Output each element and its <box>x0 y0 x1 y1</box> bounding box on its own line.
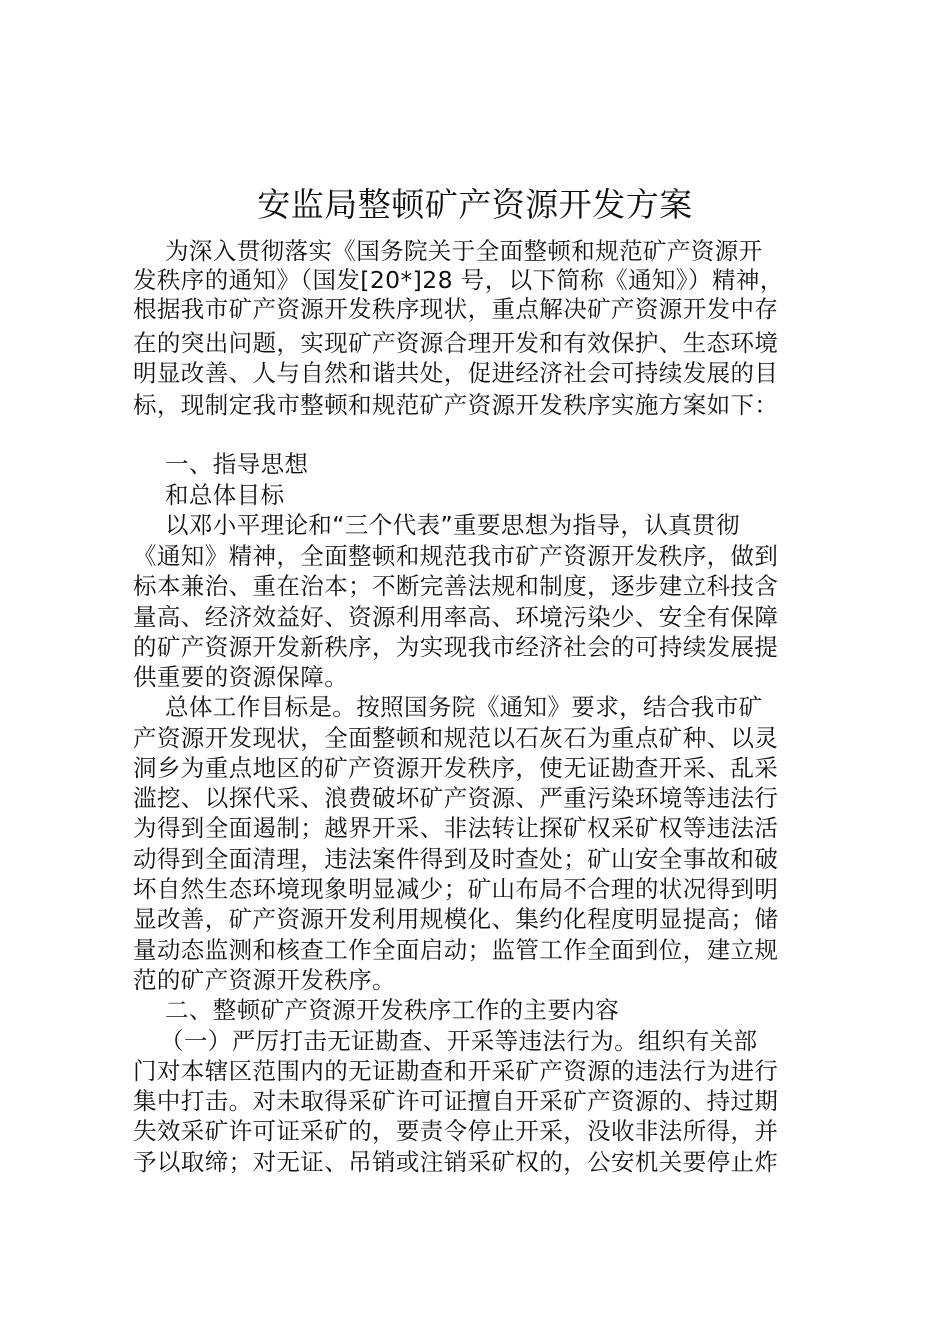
paragraph-line: 洞乡为重点地区的矿产资源开发秩序，使无证勘查开采、乱采 <box>133 754 779 782</box>
section-heading: 二、整顿矿产资源开发秩序工作的主要内容 <box>165 996 620 1024</box>
paragraph-line: 在的突出问题，实现矿产资源合理开发和有效保护、生态环境 <box>133 329 779 357</box>
paragraph-line: 以邓小平理论和“三个代表”重要思想为指导，认真贯彻 <box>165 511 740 539</box>
paragraph-line: 发秩序的通知》（国发[20*]28 号，以下简称《通知》）精神， <box>133 266 784 294</box>
paragraph-line: 门对本辖区范围内的无证勘查和开采矿产资源的违法行为进行 <box>133 1057 779 1085</box>
paragraph-line: 滥挖、以探代采、浪费破坏矿产资源、严重污染环境等违法行 <box>133 784 779 812</box>
paragraph-line: 量高、经济效益好、资源利用率高、环境污染少、安全有保障 <box>133 603 779 631</box>
paragraph-line: 坏自然生态环境现象明显减少；矿山布局不合理的状况得到明 <box>133 875 779 903</box>
paragraph-line: 根据我市矿产资源开发秩序现状，重点解决矿产资源开发中存 <box>133 295 779 323</box>
paragraph-line: 产资源开发现状，全面整顿和规范以石灰石为重点矿种、以灵 <box>133 724 779 752</box>
paragraph-line: 总体工作目标是。按照国务院《通知》要求，结合我市矿 <box>165 693 763 721</box>
paragraph-line: 集中打击。对未取得采矿许可证擅自开采矿产资源的、持过期 <box>133 1087 779 1115</box>
paragraph-line: 的矿产资源开发新秩序，为实现我市经济社会的可持续发展提 <box>133 633 779 661</box>
paragraph-line: 量动态监测和核查工作全面启动；监管工作全面到位，建立规 <box>133 936 779 964</box>
paragraph-line: 予以取缔；对无证、吊销或注销采矿权的，公安机关要停止炸 <box>133 1148 779 1176</box>
paragraph-line: 动得到全面清理，违法案件得到及时查处；矿山安全事故和破 <box>133 845 779 873</box>
paragraph-line: 明显改善、人与自然和谐共处，促进经济社会可持续发展的目 <box>133 359 779 387</box>
paragraph-line: 显改善，矿产资源开发利用规模化、集约化程度明显提高；储 <box>133 905 779 933</box>
paragraph-line: 供重要的资源保障。 <box>133 663 349 691</box>
section-heading: 和总体目标 <box>165 481 285 509</box>
section-heading: 一、指导思想 <box>165 450 309 478</box>
paragraph-line: 范的矿产资源开发秩序。 <box>133 966 396 994</box>
paragraph-line: 为得到全面遏制；越界开采、非法转让探矿权采矿权等违法活 <box>133 814 779 842</box>
paragraph-line: 失效采矿许可证采矿的，要责令停止开采，没收非法所得，并 <box>133 1117 779 1145</box>
paragraph-line: 为深入贯彻落实《国务院关于全面整顿和规范矿产资源开 <box>165 237 763 265</box>
paragraph-line: 标本兼治、重在治本；不断完善法规和制度，逐步建立科技含 <box>133 572 779 600</box>
paragraph-line: （一）严厉打击无证勘查、开采等违法行为。组织有关部 <box>160 1027 758 1055</box>
document-title: 安监局整顿矿产资源开发方案 <box>257 185 693 224</box>
paragraph-line: 《通知》精神，全面整顿和规范我市矿产资源开发秩序，做到 <box>133 542 779 570</box>
paragraph-line: 标，现制定我市整顿和规范矿产资源开发秩序实施方案如下： <box>133 391 779 419</box>
